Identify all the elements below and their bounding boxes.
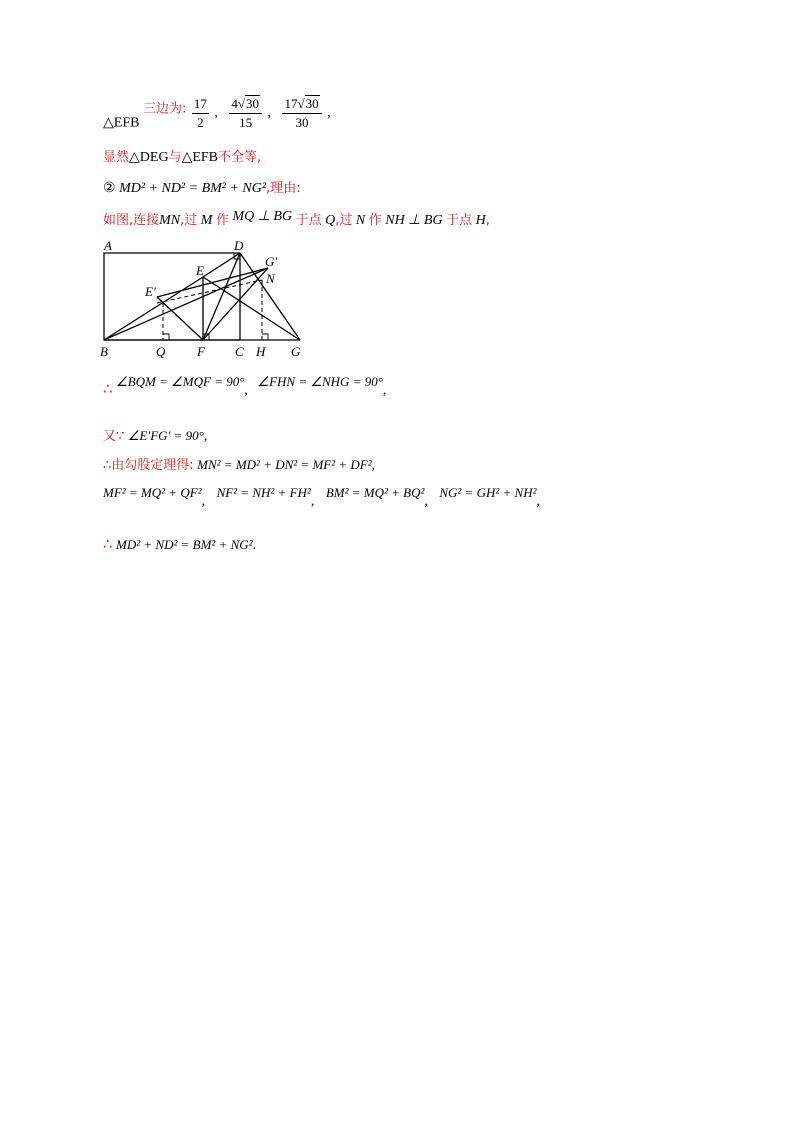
line-not-congruent [103, 146, 261, 166]
separator: , [310, 494, 315, 509]
label-e: E [196, 263, 204, 278]
fraction-17-over-2 [192, 96, 209, 131]
frac1-denominator: 2 [197, 115, 204, 130]
construction-text: ,过 [180, 213, 198, 228]
obviously-text: 显然 [103, 150, 130, 165]
right-angle-q [163, 334, 169, 340]
therefore-symbol: ∴ [103, 380, 113, 398]
point-h: H [475, 213, 486, 228]
mf-squared-equation: MF² = MQ² + QF² [103, 485, 202, 500]
line-four-equations [103, 485, 540, 510]
conclusion-equation: MD² + ND² = BM² + NG² [116, 537, 253, 552]
frac3-radicand: 30 [305, 96, 319, 111]
label-e-prime: E′ [145, 284, 156, 299]
line-right-angles [103, 374, 386, 399]
construction-text: ,过 [335, 213, 353, 228]
frac1-numerator: 17 [192, 96, 209, 114]
label-c: C [235, 344, 244, 359]
sides-label: 三边为: [142, 101, 187, 117]
pythagoras-label: ∴由勾股定理得: [103, 458, 194, 473]
triangle-efb: △EFB [103, 115, 140, 131]
label-d: D [234, 238, 244, 253]
separator: , [424, 494, 428, 509]
also-since-label: 又∵ [103, 429, 125, 444]
frac2-numerator [229, 96, 262, 114]
label-b: B [100, 344, 108, 359]
line-claim-two [103, 177, 301, 197]
reason-label: ,理由: [266, 181, 301, 196]
therefore-symbol-2: ∴ [103, 535, 113, 553]
line-construction [103, 208, 490, 229]
point-q: Q [325, 213, 336, 228]
radical-sign: √ [297, 96, 305, 111]
separator: , [214, 105, 218, 121]
and-text: 与 [168, 150, 182, 165]
separator: , [382, 383, 387, 398]
frac2-coef: 4 [231, 96, 238, 111]
angle-equation-2: ∠FHN = ∠NHG = 90° [257, 374, 383, 389]
separator: , [201, 494, 206, 509]
item-marker: ② [103, 181, 116, 196]
geometry-figure [95, 232, 315, 362]
label-a: A [104, 238, 112, 253]
period: . [252, 538, 257, 553]
frac2-denominator: 15 [239, 115, 253, 130]
frac3-denominator: 30 [295, 115, 309, 130]
segment-mn: MN [159, 213, 181, 228]
ng-squared-equation: NG² = GH² + NH² [439, 485, 537, 500]
segment-f-gprime [203, 268, 268, 340]
line-triangle-sides [103, 96, 331, 132]
segment-f-d [203, 253, 240, 340]
line-given-angle [103, 425, 207, 445]
frac3-numerator [282, 96, 321, 114]
separator: , [536, 494, 541, 509]
triangle-efb-2: △EFB [181, 150, 219, 165]
construction-text: 作 [215, 213, 229, 228]
angle-equation-1: ∠BQM = ∠MQF = 90° [116, 374, 245, 389]
label-q: Q [156, 344, 166, 359]
label-g: G [291, 344, 301, 359]
angle-efg-equation: ∠E′FG′ = 90° [127, 428, 204, 443]
fraction-4root30-over-15 [229, 96, 262, 131]
triangle-deg: △DEG [129, 150, 169, 165]
right-angle-h [262, 334, 268, 340]
separator: , [327, 105, 331, 121]
frac3-coef: 17 [284, 96, 298, 111]
construction-text: 作 [368, 213, 382, 228]
claim-equation: MD² + ND² = BM² + NG² [119, 181, 267, 196]
radical-sign: √ [237, 96, 245, 111]
not-congruent-text: 不全等, [218, 150, 262, 165]
fraction-17root30-over-30 [282, 96, 321, 131]
line-pythagoras [103, 454, 375, 474]
construction-text: 于点 [446, 213, 473, 228]
label-n: N [266, 271, 275, 286]
construction-text: 于点 [295, 213, 322, 228]
bm-squared-equation: BM² = MQ² + BQ² [325, 485, 425, 500]
frac2-radicand: 30 [245, 96, 259, 111]
separator: , [267, 105, 271, 121]
label-h: H [256, 344, 266, 359]
separator: , [244, 383, 248, 398]
label-g-prime: G′ [265, 254, 278, 269]
point-m: M [200, 213, 213, 228]
line-conclusion [103, 535, 256, 554]
construction-text: , [485, 213, 490, 228]
separator: , [371, 458, 376, 473]
point-n: N [355, 213, 366, 228]
perpendicular-nh: NH ⊥ BG [385, 213, 443, 228]
label-f: F [197, 344, 205, 359]
separator: , [203, 429, 208, 444]
construction-text: 如图,连接 [103, 213, 160, 228]
perpendicular-mq: MQ ⊥ BG [232, 209, 293, 224]
mn-squared-equation: MN² = MD² + DN² = MF² + DF² [197, 457, 372, 472]
nf-squared-equation: NF² = NH² + FH² [216, 485, 311, 500]
